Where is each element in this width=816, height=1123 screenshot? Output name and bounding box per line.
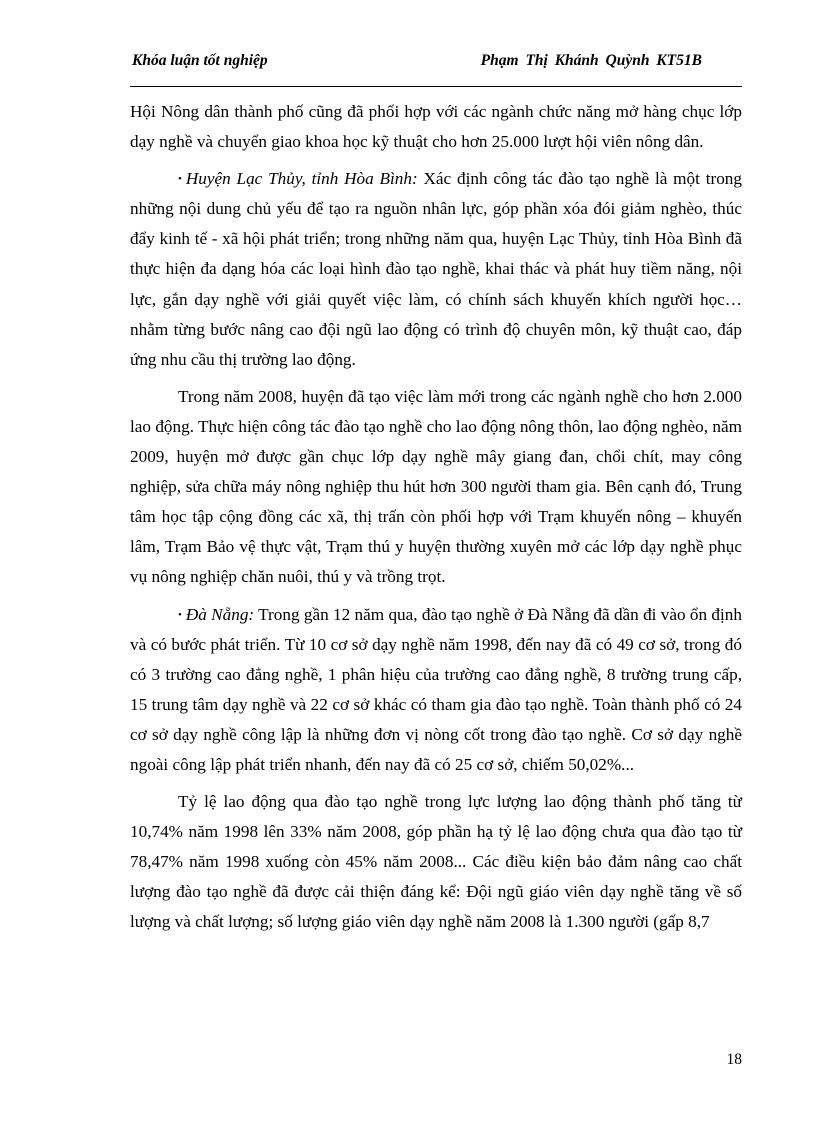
document-body [130,97,742,945]
paragraph-2008-jobs: Trong năm 2008, huyện đã tạo việc làm mới trong các ngành nghề cho hơn 2.000 lao động. Thực hiện công tác đào tạo nghề cho lao động nông thôn, lao động nghèo, năm 2009, huyện mở được gần chục lớp dạy nghề mây giang đan, chổi chít, may công nghiệp, sửa chữa máy nông nghiệp thu hút hơn 300 người tham gia. Bên cạnh đó, Trung tâm học tập cộng đồng các xã, thị trấn còn phối hợp với Trạm khuyến nông – khuyến lâm, Trạm Bảo vệ thực vật, Trạm thú y huyện thường xuyên mở các lớp dạy nghề phục vụ nông nghiệp chăn nuôi, thú y và trồng trọt. [130,386,742,587]
paragraph-text: Trong gần 12 năm qua, đào tạo nghề ở Đà Nẵng đã dần đi vào ổn định và có bước phát triển. Từ 10 cơ sở dạy nghề năm 1998, đến nay đã có 49 cơ sở, trong đó có 3 trường cao đẳng nghề, 1 phân hiệu của trường cao đẳng nghề, 8 trường trung cấp, 15 trung tâm dạy nghề và 22 cơ sở khác có tham gia đào tạo nghề. Toàn thành phố có 24 cơ sở dạy nghề công lập là những đơn vị nòng cốt trong đào tạo nghề. Cơ sở dạy nghề ngoài công lập phát triển nhanh, đến nay đã có 25 cơ sở, chiếm 50,02%... [130,604,742,774]
place-heading-lac-thuy: Huyện Lạc Thủy, tỉnh Hòa Bình: [185,169,418,189]
page-number: 18 [726,1051,742,1068]
page-header [130,46,742,87]
header-thesis-title: Khóa luận tốt nghiệp [132,52,268,69]
bullet-icon: • [178,173,182,186]
paragraph-farmers-association: Hội Nông dân thành phố cũng đã phối hợp với các ngành chức năng mở hàng chục lớp dạy nghề và chuyển giao khoa học kỹ thuật cho hơn 25.000 lượt hội viên nông dân. [130,102,742,152]
place-heading-da-nang: Đà Nẵng: [185,604,255,624]
paragraph-training-ratio: Tỷ lệ lao động qua đào tạo nghề trong lực lượng lao động thành phố tăng từ 10,74% năm 1998 lên 33% năm 2008, góp phần hạ tỷ lệ lao động chưa qua đào tạo từ 78,47% năm 1998 xuống còn 45% năm 2008... Các điều kiện bảo đảm nâng cao chất lượng đào tạo nghề đã được cải thiện đáng kể: Đội ngũ giáo viên dạy nghề tăng về số lượng và chất lượng; số lượng giáo viên dạy nghề năm 2008 là 1.300 người (gấp 8,7 [130,792,742,932]
paragraph-lac-thuy [130,164,742,375]
header-author: Phạm Thị Khánh Quỳnh KT51B [480,52,702,69]
paragraph-da-nang [130,600,742,781]
paragraph-text: Xác định công tác đào tạo nghề là một trong những nội dung chủ yếu để tạo ra nguồn nhân lực, góp phần xóa đói giảm nghèo, thúc đẩy kinh tế - xã hội phát triển; trong những năm qua, huyện Lạc Thủy, tỉnh Hòa Bình đã thực hiện đa dạng hóa các loại hình đào tạo nghề, khai thác và phát huy tiềm năng, nội lực, gắn dạy nghề với giải quyết việc làm, có chính sách khuyến khích người học… nhằm từng bước nâng cao đội ngũ lao động có trình độ chuyên môn, kỹ thuật cao, đáp ứng nhu cầu thị trường lao động. [130,169,742,369]
bullet-icon: • [178,608,182,621]
